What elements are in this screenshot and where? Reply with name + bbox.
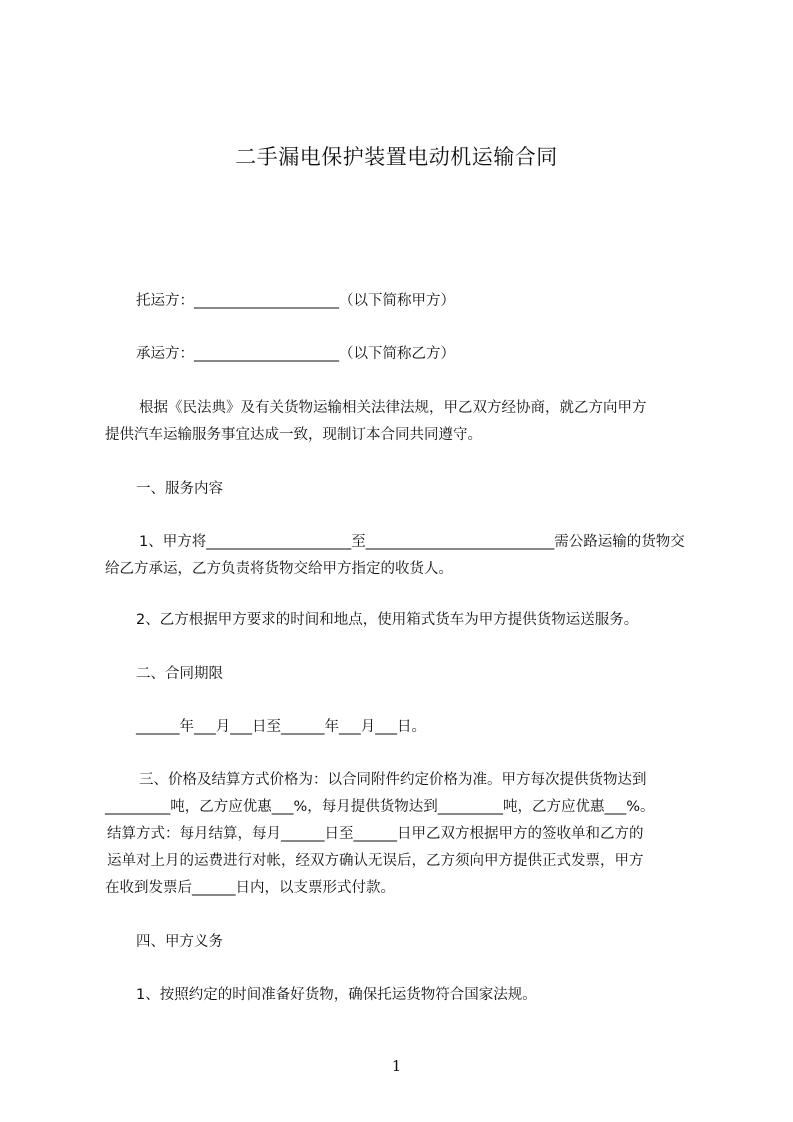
page-number: 1: [391, 1057, 402, 1075]
price-line-2: _________吨，乙方应优惠___%，每月提供货物达到_________吨，乙方应优惠___%。: [105, 799, 655, 815]
settlement-line-2: 运单对上月的运费进行对帐，经双方确认无误后，乙方须向甲方提供正式发票，甲方: [107, 853, 644, 869]
service-item-2: 2、乙方根据甲方要求的时间和地点，使用箱式货车为甲方提供货物运送服务。: [136, 612, 639, 628]
section-heading-party-a-duties: 四、甲方义务: [136, 934, 223, 950]
party-a-duty-1: 1、按照约定的时间准备好货物，确保托运货物符合国家法规。: [136, 987, 537, 1003]
contract-title: 二手漏电保护装置电动机运输合同: [235, 145, 558, 169]
term-dates: ______年___月___日至______年___月___日。: [136, 719, 426, 735]
price-line-1: 三、价格及结算方式价格为：以合同附件约定价格为准。甲方每次提供货物达到: [139, 772, 647, 788]
service-item-1-line-2: 给乙方承运，乙方负责将货物交给甲方指定的收货人。: [105, 561, 453, 577]
carrier-line: 承运方：____________________（以下简称乙方）: [136, 346, 455, 362]
section-heading-term: 二、合同期限: [136, 666, 223, 682]
preamble-line-2: 提供汽车运输服务事宜达成一致，现制订本合同共同遵守。: [105, 427, 482, 443]
settlement-line-3: 在收到发票后______日内，以支票形式付款。: [105, 880, 395, 896]
preamble-line-1: 根据《民法典》及有关货物运输相关法律法规，甲乙双方经协商，就乙方向甲方: [139, 400, 647, 416]
shipper-line: 托运方：____________________（以下简称甲方）: [136, 293, 455, 309]
section-heading-service: 一、服务内容: [136, 481, 223, 497]
service-item-1-line-1: 1、甲方将____________________至__________________________需公路运输的货物交: [139, 534, 685, 550]
settlement-line-1: 结算方式：每月结算，每月______日至______日甲乙双方根据甲方的签收单和乙方的: [107, 826, 644, 842]
